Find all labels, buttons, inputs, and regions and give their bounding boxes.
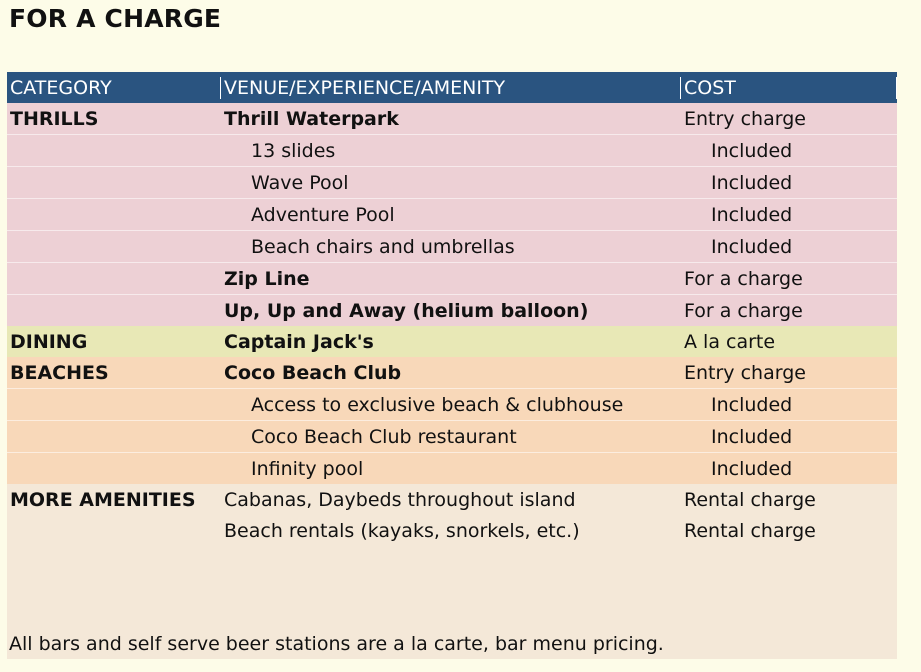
row-cost: Rental charge — [684, 519, 816, 542]
row-venue: Thrill Waterpark — [224, 107, 399, 130]
row-venue: Coco Beach Club restaurant — [251, 425, 517, 448]
row-venue: 13 slides — [251, 139, 336, 162]
table-row — [7, 420, 897, 452]
row-venue: Beach chairs and umbrellas — [251, 235, 515, 258]
header-venue: VENUE/EXPERIENCE/AMENITY — [221, 77, 681, 99]
row-venue: Wave Pool — [251, 171, 349, 194]
table-row — [7, 484, 897, 515]
row-cost: Entry charge — [684, 361, 806, 384]
row-cost: Included — [711, 457, 793, 480]
row-venue: Captain Jack's — [224, 330, 374, 353]
table-row — [7, 452, 897, 484]
row-cost: Included — [711, 203, 793, 226]
table-row — [7, 326, 897, 357]
table-row — [7, 166, 897, 198]
row-venue: Coco Beach Club — [224, 361, 402, 384]
row-category: THRILLS — [10, 107, 99, 130]
row-cost: For a charge — [684, 299, 803, 322]
row-venue: Cabanas, Daybeds throughout island — [224, 488, 576, 511]
page-title: FOR A CHARGE — [9, 4, 222, 33]
row-cost: Included — [711, 425, 793, 448]
table-row — [7, 103, 897, 134]
row-venue: Up, Up and Away (helium balloon) — [224, 299, 589, 322]
row-venue: Access to exclusive beach & clubhouse — [251, 393, 624, 416]
table-row — [7, 230, 897, 262]
table-row — [7, 262, 897, 294]
row-category: MORE AMENITIES — [10, 488, 196, 511]
row-cost: A la carte — [684, 330, 776, 353]
table-row — [7, 198, 897, 230]
row-cost: Rental charge — [684, 488, 816, 511]
table-row — [7, 294, 897, 326]
row-cost: Included — [711, 393, 793, 416]
header-cost: COST — [681, 77, 897, 99]
row-category: BEACHES — [10, 361, 109, 384]
table-row — [7, 515, 897, 546]
table-row — [7, 134, 897, 166]
amenities-filler — [7, 546, 897, 659]
row-cost: Included — [711, 235, 793, 258]
header-category: CATEGORY — [7, 77, 221, 99]
row-venue: Beach rentals (kayaks, snorkels, etc.) — [224, 519, 580, 542]
row-venue: Adventure Pool — [251, 203, 395, 226]
table-header — [7, 72, 897, 103]
table-row — [7, 388, 897, 420]
row-cost: For a charge — [684, 267, 803, 290]
table-row — [7, 357, 897, 388]
row-cost: Included — [711, 139, 793, 162]
row-category: DINING — [10, 330, 88, 353]
row-venue: Infinity pool — [251, 457, 364, 480]
row-cost: Included — [711, 171, 793, 194]
row-cost: Entry charge — [684, 107, 806, 130]
pricing-table — [7, 72, 897, 659]
footnote: All bars and self serve beer stations are a la carte, bar menu pricing. — [9, 633, 664, 655]
row-venue: Zip Line — [224, 267, 310, 290]
